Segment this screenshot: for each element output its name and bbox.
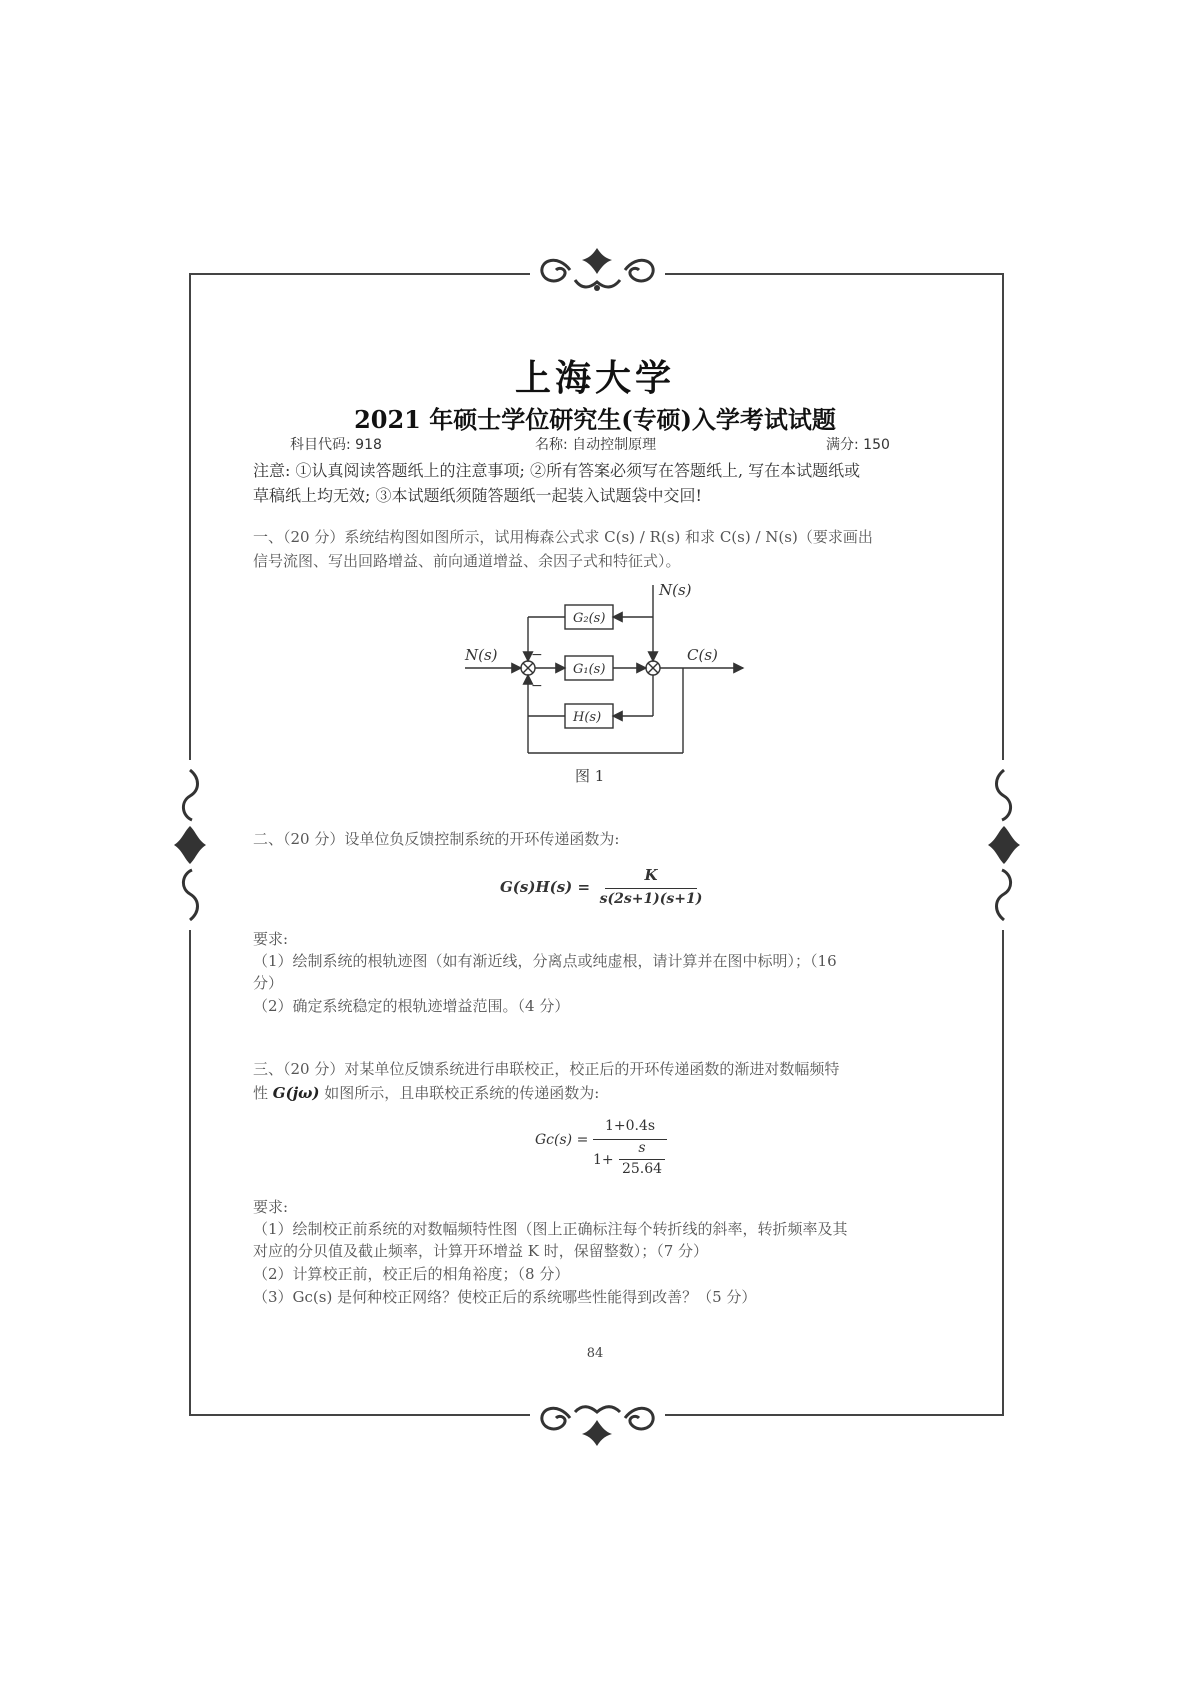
q3-line-2 <box>253 1082 943 1104</box>
q2-req-1-line-1: （1）绘制系统的根轨迹图（如有渐近线，分离点或纯虚根，请计算并在图中标明）；（16 <box>253 952 837 970</box>
q3-formula-lhs: Gc(s) = <box>535 1132 589 1148</box>
g1-label: G₁(s) <box>573 662 606 677</box>
q3-req-1-line-1: （1）绘制校正前系统的对数幅频特性图（图上正确标注每个转折线的斜率，转折频率及其 <box>253 1220 848 1238</box>
q2-fraction-bar <box>605 888 697 889</box>
q3-gjw-symbol: G(jω) <box>272 1084 320 1102</box>
q3-requirements-label: 要求: <box>253 1198 289 1216</box>
q3-denominator-prefix: 1+ <box>593 1152 614 1168</box>
bottom-ornament-icon <box>530 1390 665 1450</box>
q2-formula-lhs: G(s)H(s) = <box>500 878 591 896</box>
q2-requirements-label: 要求: <box>253 930 289 948</box>
input-label: N(s) <box>465 646 498 664</box>
q1-line-1: 一、（20 分）系统结构图如图所示，试用梅森公式求 C(s) / R(s) 和求 C(s) / N(s)（要求画出 <box>253 528 873 546</box>
right-ornament-icon <box>984 760 1024 930</box>
subject-name: 名称: 自动控制原理 <box>535 437 657 453</box>
g2-label: G₂(s) <box>573 611 606 626</box>
minus-sign-2: − <box>531 678 543 694</box>
q3-inner-fraction-bar <box>619 1159 665 1160</box>
subject-code: 科目代码: 918 <box>290 437 382 453</box>
notice-line-2: 草稿纸上均无效; ③本试题纸须随答题纸一起装入试题袋中交回! <box>253 486 702 505</box>
left-ornament-icon <box>170 760 210 930</box>
q3-line-2-prefix: 性 <box>253 1084 273 1102</box>
q3-inner-numerator: s <box>638 1140 646 1156</box>
q2-req-2: （2）确定系统稳定的根轨迹增益范围。（4 分） <box>253 997 570 1015</box>
figure-caption: 图 1 <box>575 767 605 785</box>
minus-sign-1: − <box>531 647 543 663</box>
q2-formula-denominator: s(2s+1)(s+1) <box>599 891 703 907</box>
q3-inner-denominator: 25.64 <box>621 1161 663 1177</box>
exam-title: 2021 年硕士学位研究生(专硕)入学考试试题 <box>354 405 836 434</box>
q2-formula <box>500 866 703 916</box>
h-label: H(s) <box>573 710 602 725</box>
q3-req-3: （3）Gc(s) 是何种校正网络？使校正后的系统哪些性能得到改善？（5 分） <box>253 1288 757 1306</box>
full-score: 满分: 150 <box>826 437 890 453</box>
top-ornament-icon <box>530 240 665 300</box>
q3-formula <box>535 1118 675 1180</box>
q2-formula-numerator: K <box>644 866 658 884</box>
university-title: 上海大学 <box>514 357 675 399</box>
q1-line-2: 信号流图、写出回路增益、前向通道增益、余因子式和特征式）。 <box>253 552 681 570</box>
q3-req-2: （2）计算校正前，校正后的相角裕度；（8 分） <box>253 1265 570 1283</box>
q3-formula-numerator: 1+0.4s <box>604 1118 656 1134</box>
notice-line-1: 注意: ①认真阅读答题纸上的注意事项; ②所有答案必须写在答题纸上, 写在本试题纸或 <box>253 461 861 480</box>
q2-intro: 二、（20 分）设单位负反馈控制系统的开环传递函数为: <box>253 830 620 848</box>
q2-req-1-line-2: 分） <box>253 974 284 992</box>
q3-line-2-rest: 如图所示，且串联校正系统的传递函数为: <box>319 1084 600 1102</box>
output-label: C(s) <box>687 646 718 664</box>
disturbance-label: N(s) <box>659 581 692 599</box>
page-number: 84 <box>586 1346 604 1361</box>
q3-line-1: 三、（20 分）对某单位反馈系统进行串联校正，校正后的开环传递函数的渐进对数幅频特 <box>253 1060 840 1078</box>
block-diagram <box>455 575 755 765</box>
q3-req-1-line-2: 对应的分贝值及截止频率，计算开环增益 K 时，保留整数）；（7 分） <box>253 1242 709 1260</box>
